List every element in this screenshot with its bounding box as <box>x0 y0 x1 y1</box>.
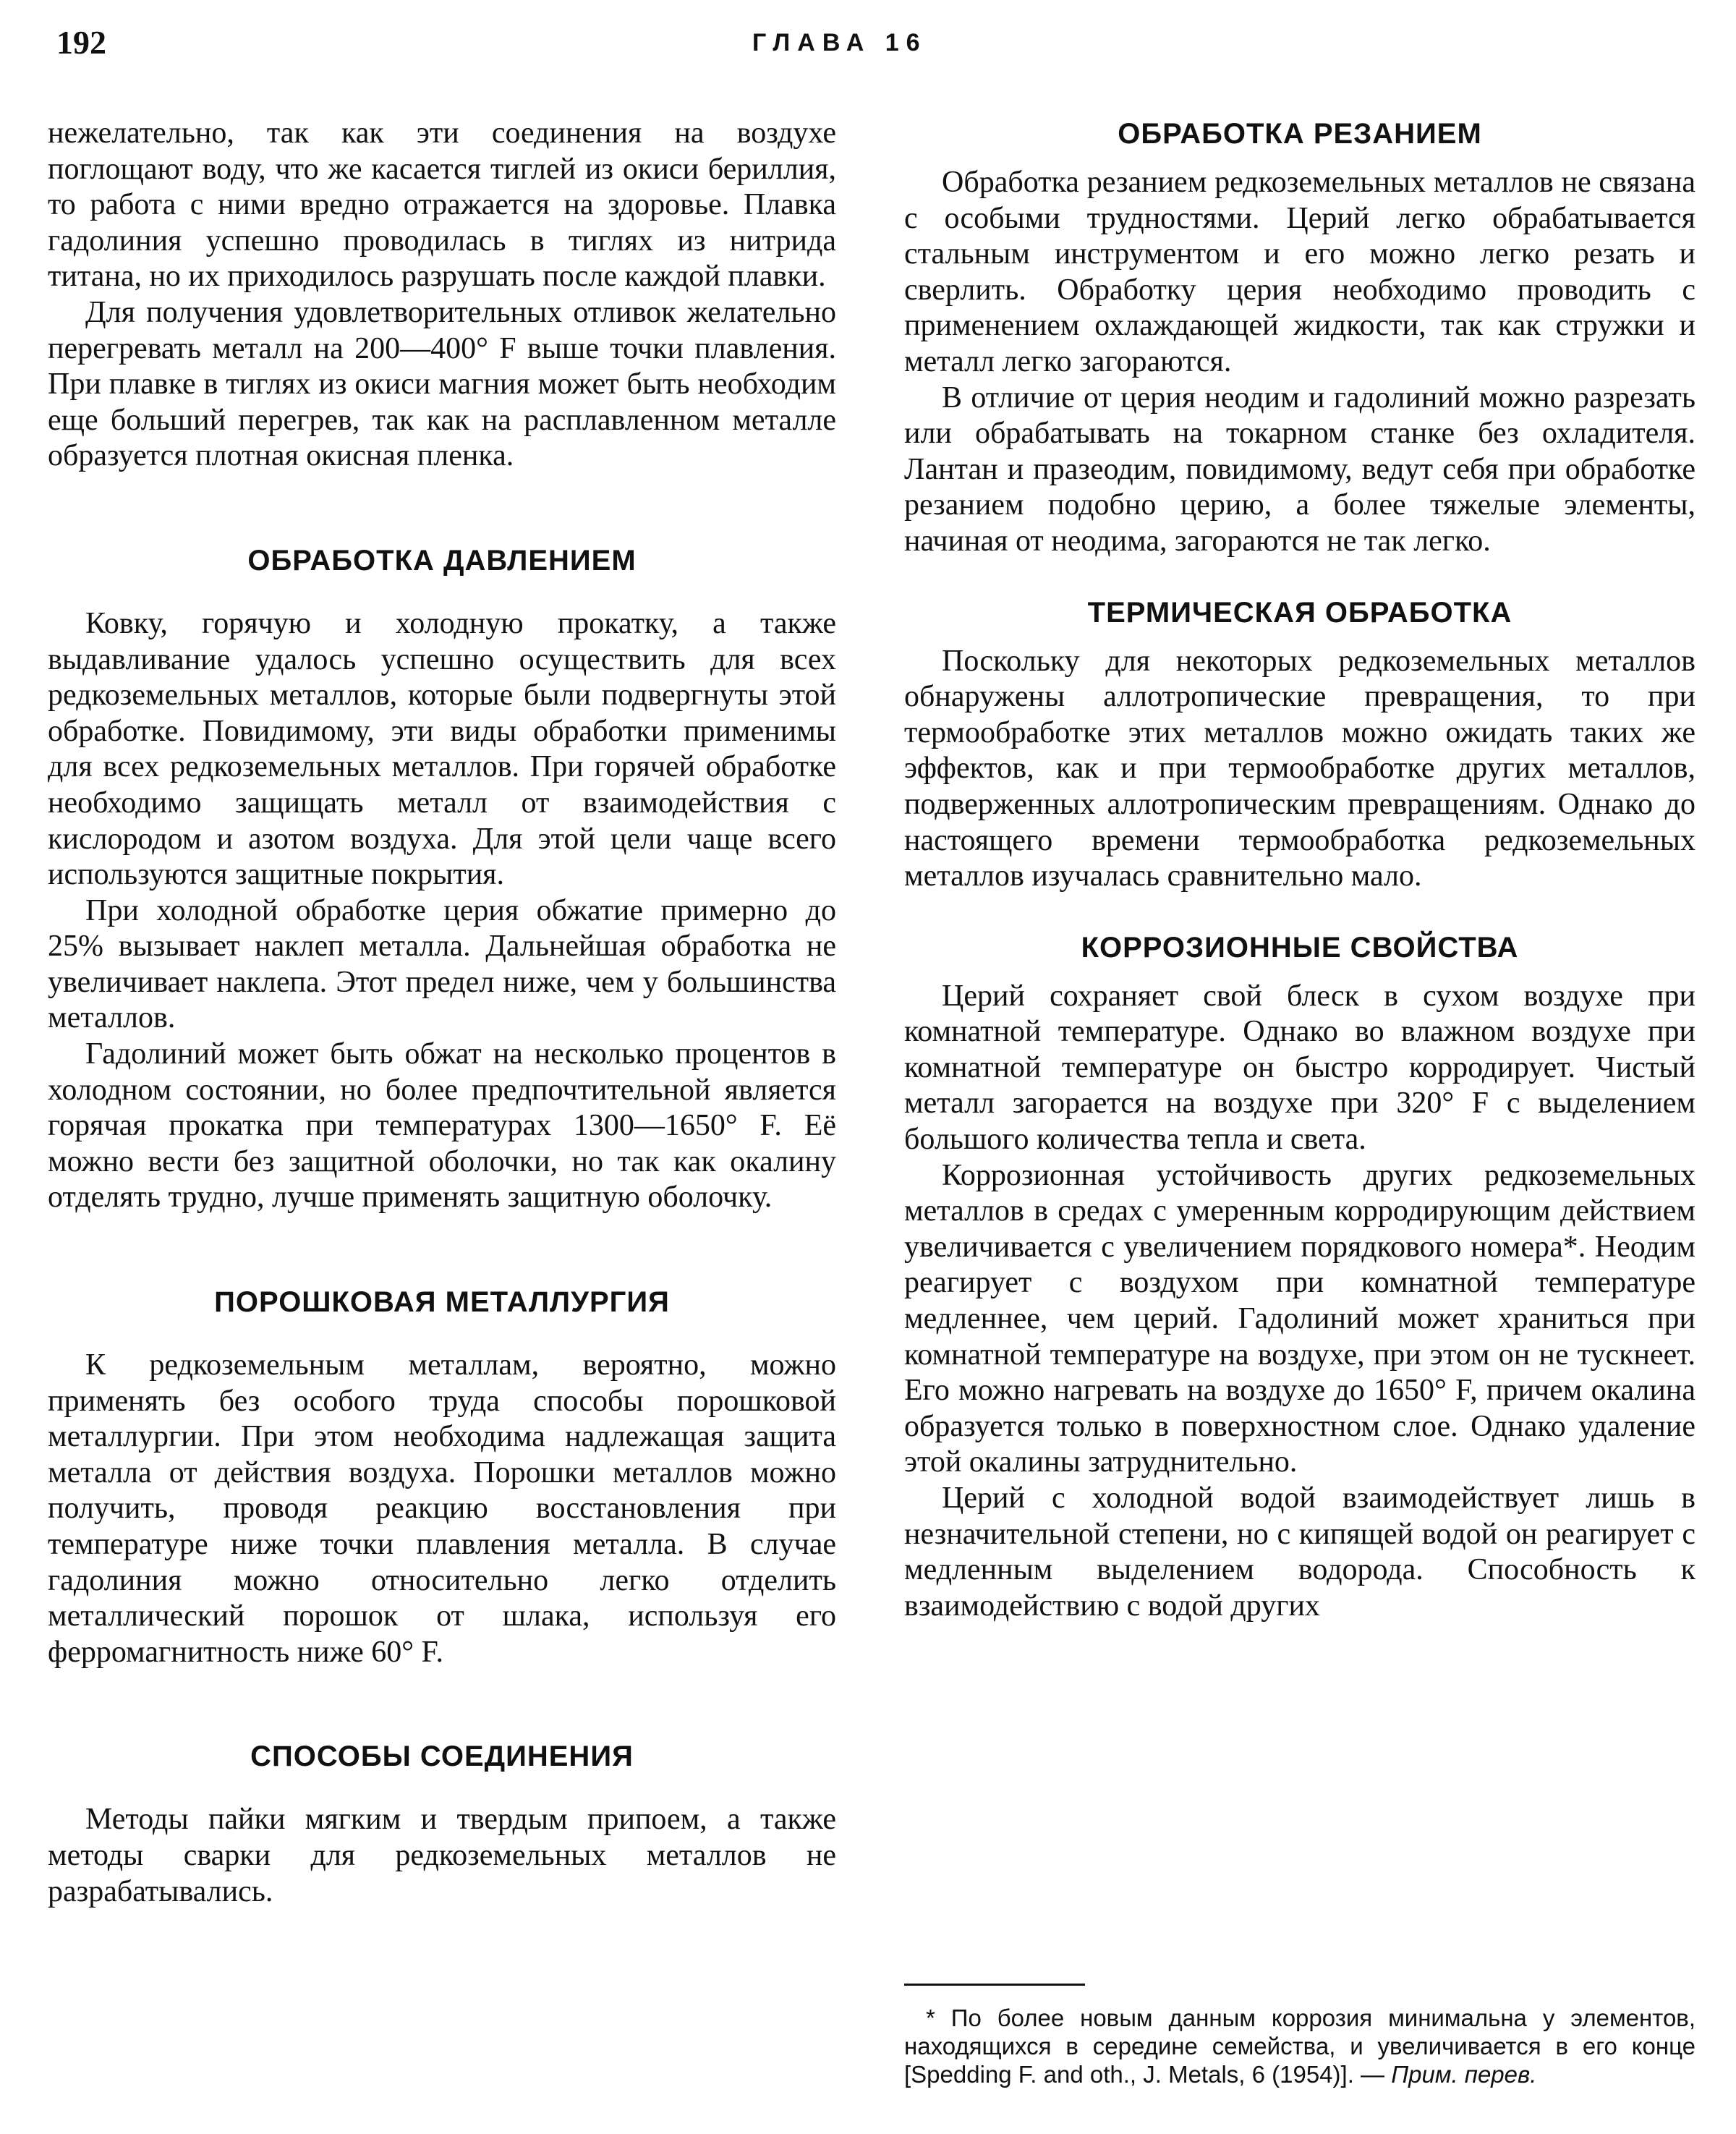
paragraph: Гадолиний может быть обжат на несколько процентов в холодном состоянии, но более предпочтительной является горячая прокатка при температурах 1300—1650° F. Её можно вести без защитной оболочки, но так как окалину отделять трудно, лучше применять защитную оболочку. <box>48 1037 836 1215</box>
paragraph: Методы пайки мягким и твердым припоем, а также методы сварки для редкоземельных металлов не разрабатывались. <box>48 1803 836 1908</box>
paragraph: Ковку, горячую и холодную прокатку, а также выдавливание удалось успешно осуществить для всех редкоземельных металлов, которые были подвергнуты этой обработке. Повидимому, эти виды обработки применимы для всех редкоземельных металлов. При горячей обработке необходимо защищать металл от взаимодействия с кислородом и азотом воздуха. Для этой цели чаще всего используются защитные покрытия. <box>48 606 836 892</box>
right-column <box>904 116 1695 1624</box>
section-heading-joining: СПОСОБЫ СОЕДИНЕНИЯ <box>250 1740 634 1773</box>
paragraph: Поскольку для некоторых редкоземельных металлов обнаружены аллотропические превращения, то при термообработке этих металлов можно ожидать таких же эффектов, как и при термообработке других металлов, подверженных аллотропическим превращениям. Однако до настоящего времени термообработка редкоземельных металлов изучалась сравнительно мало. <box>904 644 1695 893</box>
translator-note: Прим. перев. <box>1391 2061 1537 2088</box>
page-number: 192 <box>56 24 106 61</box>
paragraph: Церий с холодной водой взаимодействует лишь в незначительной степени, но с кипящей водой он реагирует с медленным выделением водорода. Способность к взаимодействию с водой других <box>904 1482 1695 1623</box>
footnote <box>904 2004 1695 2088</box>
paragraph: Церий сохраняет свой блеск в сухом воздухе при комнатной температуре. Однако во влажном воздухе при комнатной температуре он быстро корродирует. Чистый металл загорается на воздухе при 320° F с выделением большого количества тепла и света. <box>904 979 1695 1157</box>
section-heading-pressure: ОБРАБОТКА ДАВЛЕНИЕМ <box>247 544 637 577</box>
paragraph: Обработка резанием редкоземельных металлов не связана с особыми трудностями. Церий легко обрабатывается стальным инструментом и его можно легко резать и сверлить. Обработку церия необходимо проводить с применением охлаждающей жидкости, так как стружки и металл легко загораются. <box>904 166 1695 378</box>
paragraph: Для получения удовлетворительных отливок желательно перегревать металл на 200—400° F выше точки плавления. При плавке в тиглях из окиси магния может быть необходим еще больший перегрев, так как на расплавленном металле образуется плотная окисная пленка. <box>48 295 836 473</box>
left-column <box>48 116 836 1910</box>
paragraph: Коррозионная устойчивость других редкоземельных металлов в средах с умеренным корродирующим действием увеличивается с увеличением порядкового номера*. Неодим реагирует с воздухом при комнатной температуре медленнее, чем церий. Гадолиний может храниться при комнатной температуре на воздухе, при этом он не тускнеет. Его можно нагревать на воздухе до 1650° F, причем окалина образуется только в поверхностном слое. Однако удаление этой окалины затруднительно. <box>904 1158 1695 1479</box>
paragraph: К редкоземельным металлам, вероятно, можно применять без особого труда способы порошковой металлургии. При этом необходима надлежащая защита металла от действия воздуха. Порошки металлов можно получить, проводя реакцию восстановления при температуре ниже точки плавления металла. В случае гадолиния можно относительно легко отделить металлический порошок от шлака, используя его ферромагнитность ниже 60° F. <box>48 1348 836 1669</box>
section-heading-corrosion: КОРРОЗИОННЫЕ СВОЙСТВА <box>1081 931 1519 964</box>
section-heading-powder: ПОРОШКОВАЯ МЕТАЛЛУРГИЯ <box>214 1286 670 1319</box>
paragraph: В отличие от церия неодим и гадолиний можно разрезать или обрабатывать на токарном станке без охладителя. Лантан и празеодим, повидимому, ведут себя при обработке резанием подобно церию, а более тяжелые элементы, начиная от неодима, загораются не так легко. <box>904 381 1695 558</box>
section-heading-cutting: ОБРАБОТКА РЕЗАНИЕМ <box>1118 118 1482 150</box>
running-head: ГЛАВА 16 <box>752 29 927 56</box>
footnote-text: * По более новым данным коррозия минимальна у элементов, находящихся в середине семейства, и увеличивается в его конце [Spedding F. and oth., J. Metals, 6 (1954)]. — <box>904 2005 1695 2088</box>
footnote-divider <box>904 1984 1085 1986</box>
paragraph: При холодной обработке церия обжатие примерно до 25% вызывает наклеп металла. Дальнейшая обработка не увеличивает наклепа. Этот предел ниже, чем у большинства металлов. <box>48 893 836 1035</box>
paragraph: нежелательно, так как эти соединения на воздухе поглощают воду, что же касается тиглей из окиси бериллия, то работа с ними вредно отражается на здоровье. Плавка гадолиния успешно проводилась в тиглях из нитрида титана, но их приходилось разрушать после каждой плавки. <box>48 116 836 294</box>
section-heading-heat: ТЕРМИЧЕСКАЯ ОБРАБОТКА <box>1087 596 1512 629</box>
